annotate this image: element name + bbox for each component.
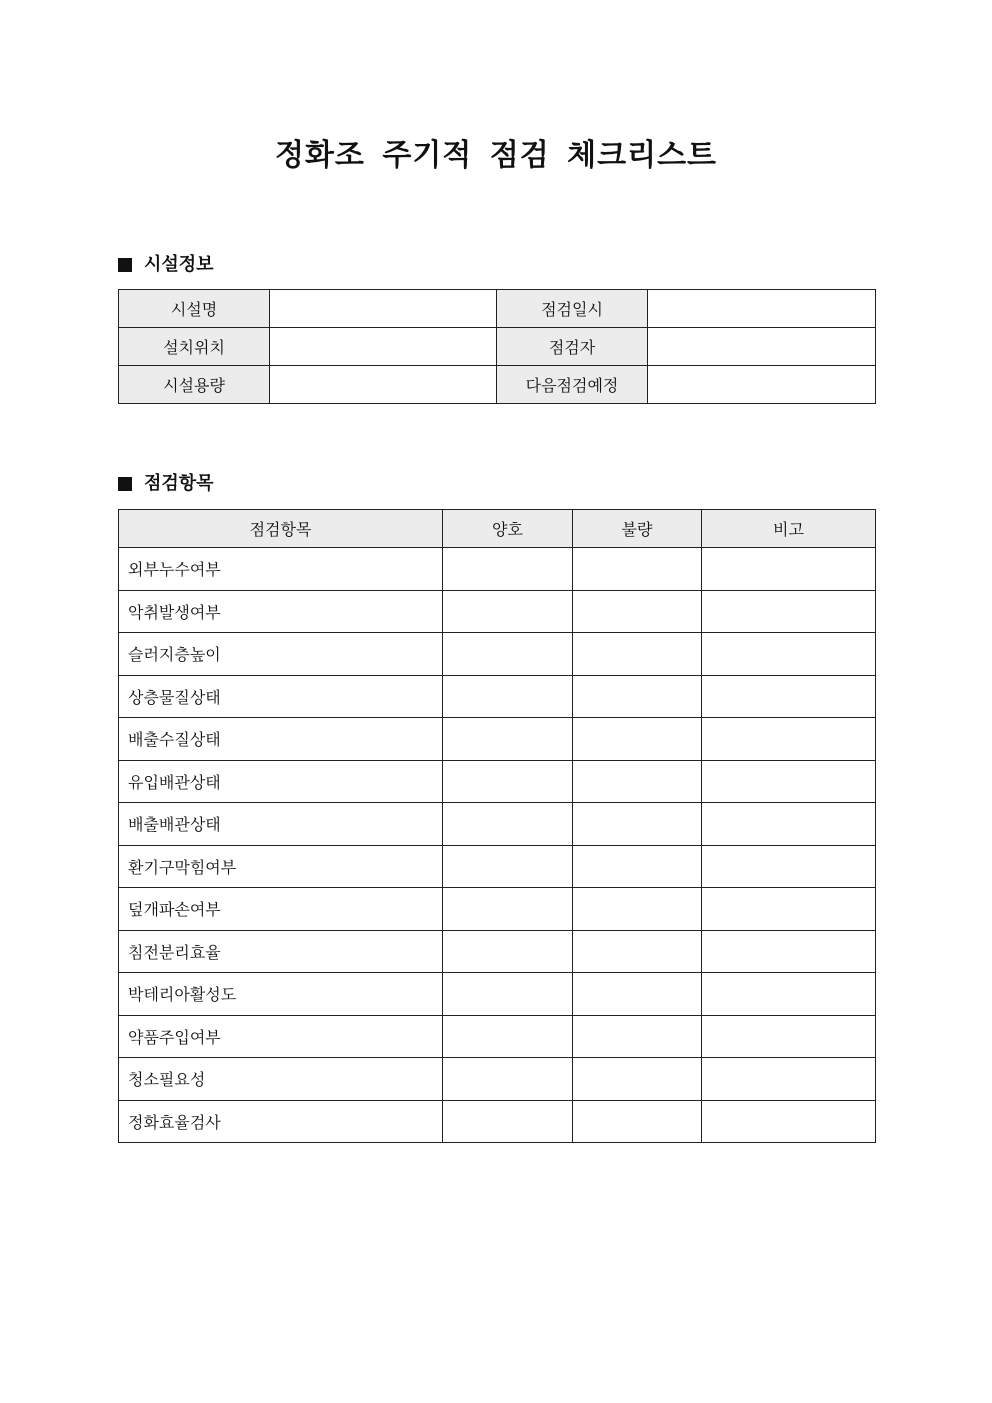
check-item-label: 배출배관상태 [119,803,443,846]
bad-check-cell[interactable] [573,590,702,633]
bad-check-cell[interactable] [573,760,702,803]
facility-section-heading [118,253,214,277]
remarks-cell[interactable] [702,930,876,973]
bad-check-cell[interactable] [573,1100,702,1143]
install-location-label: 설치위치 [119,328,270,366]
bad-check-cell[interactable] [573,930,702,973]
good-check-cell[interactable] [443,590,573,633]
good-check-cell[interactable] [443,718,573,761]
inspection-datetime-label: 점검일시 [497,290,648,328]
inspection-datetime-field[interactable] [648,290,876,328]
table-row [119,548,876,591]
table-row [119,803,876,846]
table-row [119,633,876,676]
bad-check-cell[interactable] [573,718,702,761]
remarks-cell[interactable] [702,803,876,846]
square-bullet-icon [118,258,132,272]
table-row [119,888,876,931]
good-check-cell[interactable] [443,803,573,846]
check-item-label: 상층물질상태 [119,675,443,718]
table-row [119,930,876,973]
check-item-label: 유입배관상태 [119,760,443,803]
check-item-label: 약품주입여부 [119,1015,443,1058]
good-check-cell[interactable] [443,675,573,718]
table-row [119,1058,876,1101]
good-check-cell[interactable] [443,888,573,931]
bad-check-cell[interactable] [573,675,702,718]
check-item-label: 배출수질상태 [119,718,443,761]
bad-check-cell[interactable] [573,548,702,591]
facility-info-table [118,289,876,404]
good-check-cell[interactable] [443,1015,573,1058]
check-item-label: 악취발생여부 [119,590,443,633]
bad-check-cell[interactable] [573,803,702,846]
check-item-label: 외부누수여부 [119,548,443,591]
remarks-cell[interactable] [702,633,876,676]
table-row [119,718,876,761]
good-check-cell[interactable] [443,1100,573,1143]
facility-capacity-field[interactable] [270,366,497,404]
bad-check-cell[interactable] [573,973,702,1016]
check-item-label: 덮개파손여부 [119,888,443,931]
checklist-table [118,509,876,1143]
check-section-heading-text: 점검항목 [144,473,214,494]
bad-check-cell[interactable] [573,1015,702,1058]
column-header-remarks: 비고 [702,510,876,548]
bad-check-cell[interactable] [573,1058,702,1101]
square-bullet-icon [118,477,132,491]
checklist-header-row [119,510,876,548]
check-item-label: 정화효율검사 [119,1100,443,1143]
check-item-label: 환기구막힘여부 [119,845,443,888]
install-location-field[interactable] [270,328,497,366]
column-header-good: 양호 [443,510,573,548]
check-item-label: 청소필요성 [119,1058,443,1101]
remarks-cell[interactable] [702,675,876,718]
facility-name-field[interactable] [270,290,497,328]
inspector-label: 점검자 [497,328,648,366]
table-row [119,590,876,633]
bad-check-cell[interactable] [573,633,702,676]
check-item-label: 침전분리효율 [119,930,443,973]
remarks-cell[interactable] [702,548,876,591]
good-check-cell[interactable] [443,1058,573,1101]
next-inspection-label: 다음점검예정 [497,366,648,404]
facility-info-row [119,366,876,404]
facility-capacity-label: 시설용량 [119,366,270,404]
remarks-cell[interactable] [702,973,876,1016]
remarks-cell[interactable] [702,888,876,931]
good-check-cell[interactable] [443,548,573,591]
facility-info-row [119,290,876,328]
facility-name-label: 시설명 [119,290,270,328]
remarks-cell[interactable] [702,718,876,761]
table-row [119,675,876,718]
column-header-item: 점검항목 [119,510,443,548]
good-check-cell[interactable] [443,930,573,973]
table-row [119,973,876,1016]
check-item-label: 슬러지층높이 [119,633,443,676]
table-row [119,1015,876,1058]
remarks-cell[interactable] [702,845,876,888]
check-section-heading [118,472,214,496]
facility-section-heading-text: 시설정보 [144,254,214,275]
good-check-cell[interactable] [443,973,573,1016]
table-row [119,760,876,803]
good-check-cell[interactable] [443,633,573,676]
remarks-cell[interactable] [702,590,876,633]
table-row [119,845,876,888]
good-check-cell[interactable] [443,760,573,803]
bad-check-cell[interactable] [573,845,702,888]
column-header-bad: 불량 [573,510,702,548]
check-item-label: 박테리아활성도 [119,973,443,1016]
facility-info-row [119,328,876,366]
remarks-cell[interactable] [702,1100,876,1143]
remarks-cell[interactable] [702,1058,876,1101]
bad-check-cell[interactable] [573,888,702,931]
document-title: 정화조 주기적 점검 체크리스트 [274,138,718,173]
table-row [119,1100,876,1143]
remarks-cell[interactable] [702,760,876,803]
inspector-field[interactable] [648,328,876,366]
good-check-cell[interactable] [443,845,573,888]
next-inspection-field[interactable] [648,366,876,404]
remarks-cell[interactable] [702,1015,876,1058]
